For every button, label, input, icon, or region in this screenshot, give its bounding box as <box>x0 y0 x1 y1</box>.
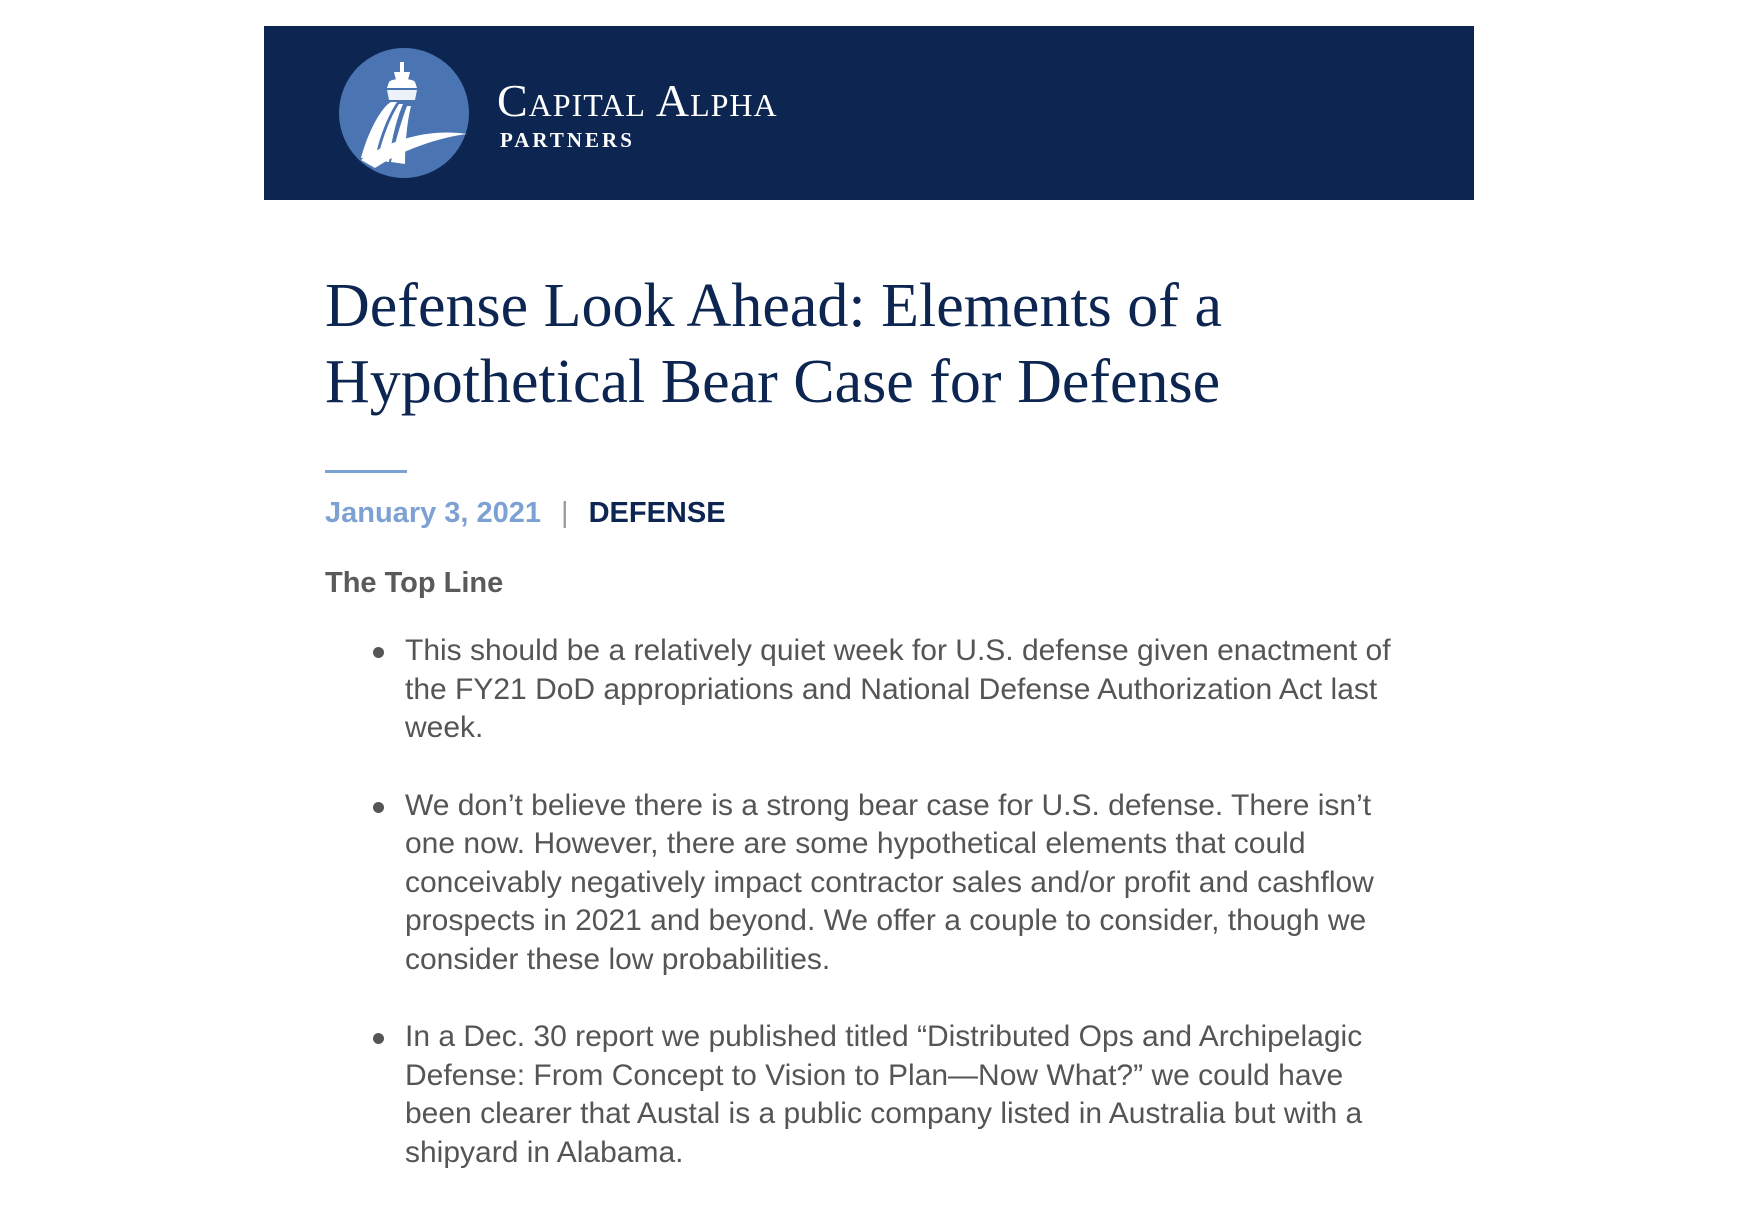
capitol-dome-logo-icon <box>339 48 469 178</box>
top-line-list <box>325 632 1405 1211</box>
list-item-text: This should be a relatively quiet week for U.S. defense given enactment of the FY21 DoD appropriations and National Defense Authorization Act last week. <box>405 634 1391 744</box>
list-item <box>325 632 1405 748</box>
header-banner <box>264 26 1474 200</box>
list-item <box>325 1018 1405 1172</box>
publish-date: January 3, 2021 <box>325 497 542 529</box>
section-heading: The Top Line <box>325 567 504 599</box>
list-item-text: In a Dec. 30 report we published titled “Distributed Ops and Archipelagic Defense: From Concept to Vision to Plan—Now What?” we could have been clearer that Austal is a public company listed in Australia but with a shipyard in Alabama. <box>405 1020 1363 1169</box>
list-item <box>325 787 1405 980</box>
brand-logo-text <box>497 75 778 153</box>
list-item-text: We don’t believe there is a strong bear case for U.S. defense. There isn’t one now. However, there are some hypothetical elements that could conceivably negatively impact contractor sales and/or profit and cashflow prospects in 2021 and beyond. We offer a couple to consider, though we consider these low probabilities. <box>405 788 1374 976</box>
title-divider <box>325 470 407 473</box>
bullet-icon <box>373 1033 384 1044</box>
category-label: DEFENSE <box>588 497 726 529</box>
meta-separator: | <box>561 497 569 529</box>
bullet-icon <box>373 647 384 658</box>
brand-subtitle: PARTNERS <box>500 128 635 152</box>
article-meta <box>325 495 726 531</box>
article-title: Defense Look Ahead: Elements of a Hypothetical Bear Case for Defense <box>325 272 1222 416</box>
brand-name: Capital Alpha <box>497 75 778 126</box>
bullet-icon <box>373 802 384 813</box>
